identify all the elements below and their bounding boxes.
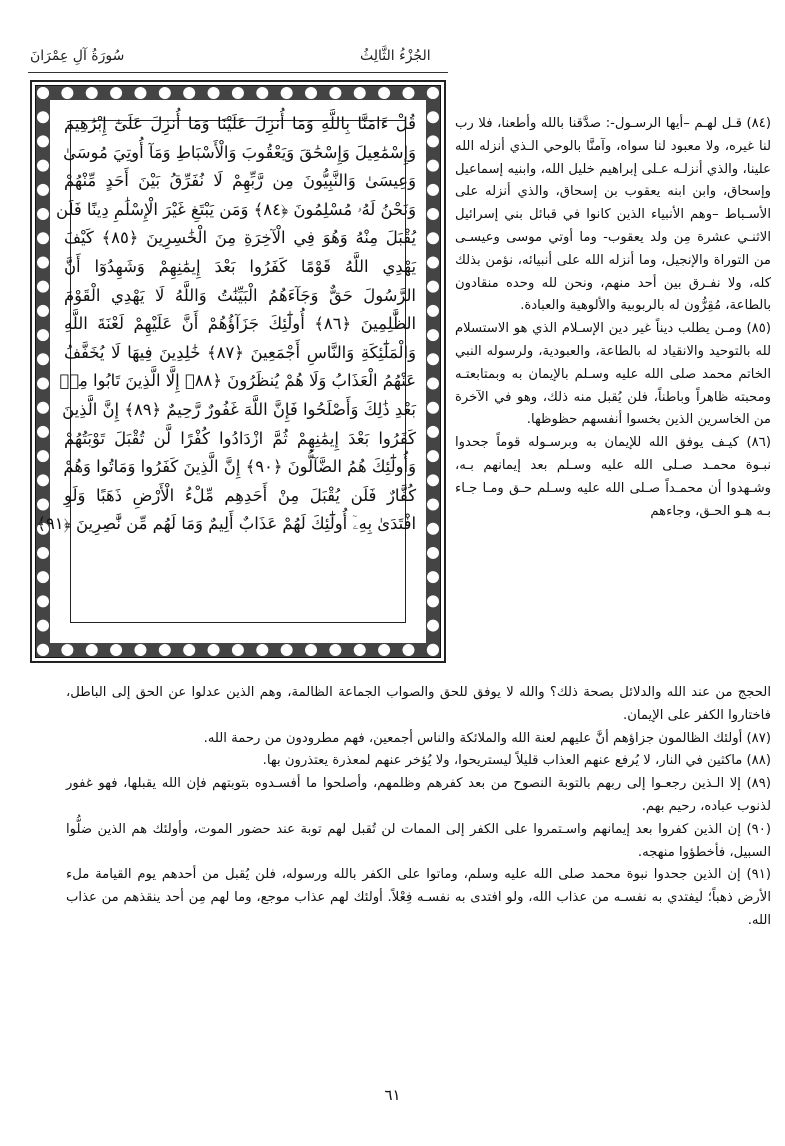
- tafsir-column: [455, 113, 771, 523]
- quran-line: كَفَرُوا بَعْدَ إِيمَٰنِهِمْ ثُمَّ ازْدَادُوا كُفْرًا لَّن تُقْبَلَ تَوْبَتُهُمْ: [64, 428, 416, 448]
- quran-line: افْتَدَىٰ بِهِۦٓ أُولَٰٓئِكَ لَهُمْ عَذَابٌ أَلِيمٌ وَمَا لَهُم مِّن نَّٰصِرِينَ ﴿٩١﴾: [36, 514, 416, 534]
- quran-verses: [36, 110, 417, 640]
- quran-line: الظَّٰلِمِينَ ﴿٨٦﴾ أُولَٰٓئِكَ جَزَآؤُهُمْ أَنَّ عَلَيْهِمْ لَعْنَةَ اللَّهِ: [64, 314, 417, 334]
- tafsir-paragraph-88: (٨٨) ماكثين في النار، لا يُرفع عنهم العذاب قليلاً ليستريحوا، ولا يُؤخر عنهم لمعذرة يعتذرون بها.: [262, 753, 771, 769]
- quran-line: بَعْدِ ذَٰلِكَ وَأَصْلَحُوا فَإِنَّ اللَّهَ غَفُورٌ رَّحِيمٌ ﴿٨٩﴾ إِنَّ الَّذِينَ: [62, 399, 416, 419]
- quran-line: عَنْهُمُ الْعَذَابُ وَلَا هُمْ يُنظَرُونَ ﴿٨٨﴾ إِلَّا الَّذِينَ تَابُوا مِنۢ: [59, 371, 416, 391]
- tafsir-paragraph-86-start: (٨٦) كيـف يوفق الله للإيمان به وبرسـوله قوماً جحدوا نبـوة محمـد صـلى الله عليه وسـلم بعد إيمانهم بـه، وشـهدوا أن محمـداً صـلى الله عليه وسـلم حـق ومـا جـاء بـه هـو الحـق، وجاءهم: [455, 435, 771, 519]
- quran-line: وَأُولَٰٓئِكَ هُمُ الضَّآلُّونَ ﴿٩٠﴾ إِنَّ الَّذِينَ كَفَرُوا وَمَاتُوا وَهُمْ: [63, 457, 416, 477]
- tafsir-paragraph-84: (٨٤) قـل لهـم –أيها الرسـول-: صدَّقنا بالله وأطعنا، فلا رب لنا غيره، ولا معبود لنا سواه، وآمنَّا بالوحي الـذي أنزله الله علينا، والذي أنزلـه عـلى إبراهيم خليل الله، وابنيه إسماعيل وإسحاق، وابن ابنه يعقوب بن إسحاق، والذي أنزله على الأسـباط –وهم الأنبياء الذين كانوا في قبائل بني إسرائيل الاثنـي عشرة مِن ولد يعقوب- وما أوتي موسى وعيسـى من التوراة والإنجيل، وما أنزله الله على أنبيائه، نؤمن بذلك كله، ولا نفـرق بين أحد منهم، ونحن لله وحده منقادون بالطاعة، مُقِرُّون له بالربوبية والألوهية والعبادة.: [455, 116, 771, 314]
- tafsir-paragraph-87: (٨٧) أولئك الظالمون جزاؤهم أنَّ عليهم لعنة الله والملائكة والناس أجمعين، فهم مطرودون من رحمة الله.: [203, 730, 771, 746]
- quran-line: يُقْبَلَ مِنْهُ وَهُوَ فِي الْآخِرَةِ مِنَ الْخَٰسِرِينَ ﴿٨٥﴾ كَيْفَ: [64, 228, 417, 248]
- quran-line: وَالْمَلَٰٓئِكَةِ وَالنَّاسِ أَجْمَعِينَ ﴿٨٧﴾ خَٰلِدِينَ فِيهَا لَا يُخَفَّفُ: [64, 342, 416, 362]
- quran-text-frame: [30, 80, 446, 663]
- tafsir-paragraph-86-end: الحجج من عند الله والدلائل بصحة ذلك؟ والله لا يوفق للحق والصواب الجماعة الظالمة، وهم الذين عدلوا عن الحق إلى الباطل، فاختاروا الكفر على الإيمان.: [66, 685, 771, 723]
- surah-name-header: سُورَةُ آلِ عِمْرَانَ: [30, 48, 125, 64]
- tafsir-full-width: [66, 682, 771, 933]
- quran-line: قُلْ ءَامَنَّا بِاللَّهِ وَمَا أُنزِلَ عَلَيْنَا وَمَا أُنزِلَ عَلَىٰٓ إِبْرَٰهِيمَ: [64, 114, 416, 133]
- tafsir-paragraph-85: (٨٥) ومـن يطلب ديناً غير دين الإسـلام الذي هو الاستسلام لله بالتوحيد والانقياد له بالطاعة، والعبودية، ولرسوله النبي الخاتم محمد صلى الله عليه وسـلم بالإيمان به وبمتابعتـه ومحبته ظاهراً وباطناً، فلن يُقبل منه ذلك، وهو في الآخرة من الخاسرين الذين بخسوا أنفسهم حظوظها.: [455, 321, 771, 428]
- tafsir-paragraph-89: (٨٩) إلا الـذين رجعـوا إلى ربهم بالتوبة النصوح من بعد كفرهم وظلمهم، وأصلحوا ما أفسـدوه بتوبتهم فإن الله يقبلها، فهو غفور لذنوب عباده، رحيم بهم.: [66, 776, 771, 814]
- quran-line: وَإِسْمَٰعِيلَ وَإِسْحَٰقَ وَيَعْقُوبَ وَالْأَسْبَاطِ وَمَآ أُوتِيَ مُوسَىٰ: [63, 142, 416, 162]
- page-number: ٦١: [384, 1086, 401, 1104]
- quran-line: الرَّسُولَ حَقٌّ وَجَآءَهُمُ الْبَيِّنَٰتُ وَاللَّهُ لَا يَهْدِي الْقَوْمَ: [64, 285, 416, 305]
- header-divider: [28, 72, 448, 73]
- quran-line: وَعِيسَىٰ وَالنَّبِيُّونَ مِن رَّبِّهِمْ لَا نُفَرِّقُ بَيْنَ أَحَدٍ مِّنْهُمْ: [64, 171, 416, 191]
- quran-line: يَهْدِي اللَّهُ قَوْمًا كَفَرُوا بَعْدَ إِيمَٰنِهِمْ وَشَهِدُوٓا أَنَّ: [64, 256, 416, 276]
- tafsir-paragraph-91: (٩١) إن الذين جحدوا نبوة محمد صلى الله عليه وسلم، وماتوا على الكفر بالله ورسوله، فلن يُقبل من أحدهم يوم القيامة ملء الأرض ذهباً؛ ليفتدي به نفسـه من عذاب الله، ولو افتدى به نفسـه فِعْلاً. أولئك لهم عذاب موجع، وما لهم مِن أحد ينقذهم من عذاب الله.: [66, 867, 771, 928]
- quran-line: وَنَحْنُ لَهُۥ مُسْلِمُونَ ﴿٨٤﴾ وَمَن يَبْتَغِ غَيْرَ الْإِسْلَٰمِ دِينًا فَلَن: [55, 199, 416, 219]
- quran-line: كُفَّارٌ فَلَن يُقْبَلَ مِنْ أَحَدِهِم مِّلْءُ الْأَرْضِ ذَهَبًا وَلَوِ: [64, 485, 416, 505]
- juz-header: الجُزْءُ الثَّالِثُ: [360, 48, 431, 64]
- tafsir-paragraph-90: (٩٠) إن الذين كفروا بعد إيمانهم واسـتمروا على الكفر إلى الممات لن تُقبل لهم توبة عند حضور الموت، وأولئك هم الذين ضلُّوا السبيل، فأخطؤوا منهجه.: [66, 821, 771, 860]
